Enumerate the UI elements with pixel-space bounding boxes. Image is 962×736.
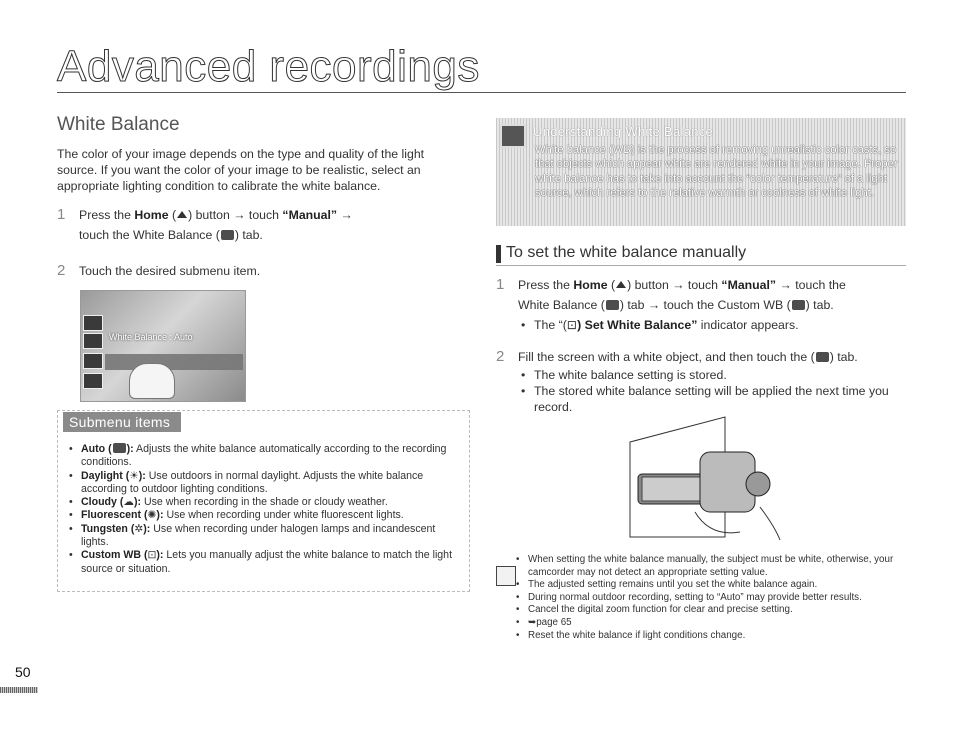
custom-wb-indicator-icon: ⊡ (566, 318, 578, 332)
manual-label: “Manual” (282, 208, 338, 222)
bulb-icon: ✲ (134, 522, 144, 535)
list-item: • The stored white balance setting will be applied the next time you record. (518, 383, 906, 415)
magnifier-icon (500, 124, 526, 148)
page-marker-bar (0, 687, 38, 693)
understanding-title: Understanding White Balance (533, 124, 714, 139)
list-item: • Tungsten (✲): Use when recording under halogen lamps and incandescent lights. (67, 523, 462, 550)
step-number: 1 (496, 276, 505, 293)
list-item: • Fluorescent (✺): Use when recording under white fluorescent lights. (67, 509, 462, 522)
submenu-list (67, 443, 462, 576)
step-text: touch the White Balance ( (79, 228, 220, 242)
auto-wb-icon (113, 443, 126, 453)
sun-icon: ☀ (129, 469, 139, 482)
notes-list (512, 554, 907, 642)
step-number: 1 (57, 206, 66, 223)
manual-heading: To set the white balance manually (506, 244, 747, 261)
manual-step-2: 2 Fill the screen with a white object, and then touch the ( ) tab. • The white balance setting is stored. • The stored white balance setting will be applied the next time you record. (496, 349, 906, 415)
intro-paragraph: The color of your image depends on the type and quality of the light source. If you want the color of your image to be realistic, select an appropriate lighting condition to calibrate the white balance. (57, 147, 425, 193)
understanding-text: White balance (WB) is the process of removing unrealistic color casts, so that objects which appear white are rendered white in your image. Proper white balance has to take into account the “color temperature” of a light source, which refers to the relative warmth or coolness of white light. (535, 144, 898, 200)
list-item: • Cloudy (☁): Use when recording in the shade or cloudy weather. (67, 496, 462, 509)
section-heading: White Balance (57, 114, 180, 135)
step-text: Press the (79, 208, 131, 222)
list-item: • During normal outdoor recording, setting to “Auto” may provide better results. (512, 592, 907, 605)
home-label: Home (134, 208, 169, 222)
step-text: button → touch (195, 208, 279, 222)
step-text: Touch the desired submenu item. (79, 264, 261, 278)
screen-label: White Balance : Auto (109, 332, 193, 342)
manual-step-1: 1 Press the Home ( ) button → touch “Manual” → touch the White Balance ( ) tab → touch the Custom WB ( ) tab. • The “(⊡) Set White Balance” indicator appears. (496, 277, 906, 333)
heading-marker (496, 245, 501, 263)
title-divider (57, 92, 906, 93)
list-item: • ➥page 65 (512, 617, 907, 630)
step-number: 2 (496, 348, 505, 365)
zoom-icon (83, 353, 103, 369)
list-item: • Reset the white balance if light conditions change. (512, 630, 907, 643)
camera-icon (83, 333, 103, 349)
list-item: • The adjusted setting remains until you set the white balance again. (512, 579, 907, 592)
home-icon (177, 211, 187, 218)
list-item: • Cancel the digital zoom function for clear and precise setting. (512, 604, 907, 617)
custom-wb-icon (792, 300, 805, 310)
list-item: • Custom WB (⊡): Lets you manually adjust the white balance to match the light source or situation. (67, 549, 462, 576)
list-item: • When setting the white balance manually, the subject must be white, otherwise, your camcorder may not detect an appropriate setting value. (512, 554, 907, 579)
arrow: → (340, 208, 353, 222)
ok-icon (816, 352, 829, 362)
menu-icon (83, 315, 103, 331)
manual-divider (496, 265, 906, 266)
page-number: 50 (15, 664, 31, 680)
playback-icon (83, 373, 103, 389)
list-item: • The white balance setting is stored. (518, 367, 906, 383)
page-title: Advanced recordings (57, 42, 480, 91)
list-item: • The “(⊡) Set White Balance” indicator appears. (518, 317, 906, 333)
list-item: • Daylight (☀): Use outdoors in normal daylight. Adjusts the white balance according to outdoor lighting conditions. (67, 470, 462, 497)
home-icon (616, 281, 626, 288)
step-2 (57, 263, 260, 279)
submenu-title: Submenu items (63, 412, 181, 432)
white-balance-icon (221, 230, 234, 240)
step-1: 1 Press the Home ( ) button → touch “Manual” → touch the White Balance ( ) tab. (57, 206, 353, 242)
list-item: • Auto ( ): Adjusts the white balance automatically according to the recording conditions. (67, 443, 462, 470)
camcorder-illustration (600, 412, 790, 542)
step-number: 2 (57, 262, 66, 279)
lcd-screen-illustration (80, 290, 246, 402)
cloud-icon: ☁ (123, 496, 134, 509)
fluorescent-icon: ✺ (147, 509, 157, 522)
white-balance-icon (606, 300, 619, 310)
hand-icon (129, 363, 175, 399)
step-text: ) tab. (234, 228, 263, 242)
white-balance-submenu-bar (105, 354, 243, 370)
custom-wb-icon: ⊡ (147, 549, 157, 562)
